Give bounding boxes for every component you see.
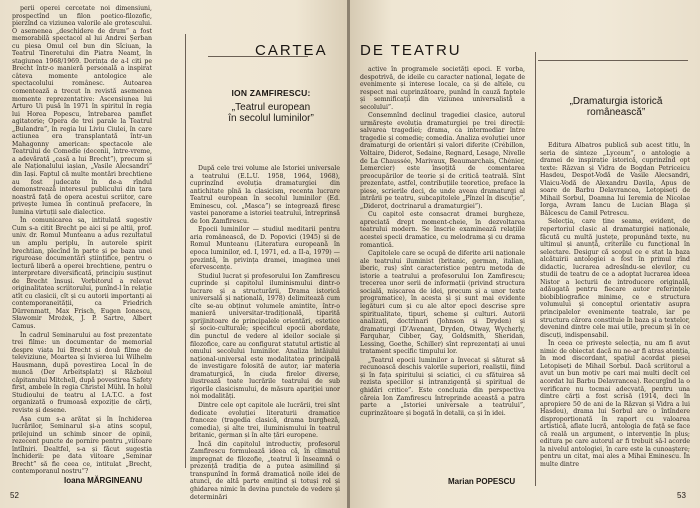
article-heading-box [546,92,686,118]
right-column-2 [540,142,690,489]
article-heading-box [206,88,336,124]
paragraph: Așa cum s-a arătat și în închiderea lucrărilor, Seminarul și-a atins scopul, prilejuind un schimb sincer de opinii, rezecent puncte de pornire pentru „viitoare întîlniri. Dealtfel, s-a și făcut sugestia închiderii: pe data viitoare „Seminar Brecht” să fie ceea ce, intitulat „Brecht, contemporanul nostru”? [12,415,152,476]
paragraph: Selecția, care ține seama, evident, de repertoriul clasic al dramaturgiei naționale, făcută cu multă justețe, propunând texte, nu ultimul și anunță, criteriile cu funcțional în selectare. Desigur că scopul ce e stat la baza alcătuirii antologiei a fost în primul rînd didactic, lucrarea adresîndu-se elevilor, cu studii de teatru de ce a adoptat lucrarea ideea Nistor a lecturii de introducere originală, adăugată pentru fiecare autor referințele biobibliografice minime, ce e structura volumului și conceptul orientativ asupra principalelor evenimente teatrale, iar pe structura cărora constituie în baza și a textelor, devenind dintre cele mai utile, precum și în ce discuți, indispensabil. [540,218,690,339]
page-number-left: 52 [10,491,19,500]
left-column-2 [190,165,340,501]
article-title-line-2: în secolul luminilor” [228,113,314,124]
article-title-line-1: „Dramaturgia istorică [569,96,663,107]
left-column-1 [12,5,152,476]
paragraph: active în programele societăți epoci. E vorba, despotrivă, de ideile cu caracter național, legate de evenimente și interese locale, ca și de altele, cu respect mai cuprinzătoare, punînd în cauză faptele și semnificații din viziunea universalistă a secolului”. [360,66,525,111]
paragraph: Epocii luminilor — studiul meditarii pentru aria românească, de D. Popovici (1945) și de Romul Munteanu (Literatura europeană în epoca luminilor, ed. I, 1971, ed. a II-a, 1979) — prezintă, în privința dramei, imaginea unei efervescențe. [190,226,340,272]
article-kicker: ION ZAMFIRESCU: [231,88,311,98]
paragraph: Încă din capitolul introductiv, profesorul Zamfirescu formulează ideea că, în climatul impregnat de filozofie, „teatrul îi înseamnă o prezență tradiția de a putea asimilind și transpunînd în formă dramatică noile idei de atunci, de altă parte emițind și totuși rol și ghidarea nimic în devina punctele de vedere și determinări [190,440,340,501]
column-rule [535,52,536,486]
section-heading-right: DE TEATRU [360,42,462,59]
paragraph: „Teatrul epocii luminilor a învecat și săturat să recunoască deschis valorile superiori, realiștii, fiind și în fața spiritului și sciatici, ci cu sfătuirea să rezista speciilor și intranzigență și spiritual de ghidări critice”. Este concluzia din perspectiva căreia Ion Zamfirescu întreprinde această a patra parte a „Istoriei universale a teatrului”, cuprinzătoare și bogată în detalii, ca și în idei. [360,356,525,417]
paragraph: În cadrul Seminarului au fost prezentate trei filme: un documentar de memorial despre viața lui Brecht și două filme de televiziune, Moartea și învierea lui Wilhelm Hausmann, după povestirea Local în de muncă (Der Arbeitsplatz) și Războiul căpitanului Mitchell, după povestirea Safety first, ambele în regia Christel Mühl. În holul Studioului de teatru al I.A.T.C. a fost organizată o frumoasă expoziție de cărți, reviste și desene. [12,331,152,414]
left-page [0,0,348,508]
column-rule [185,34,186,468]
right-page [350,0,700,508]
article-title-line-1: „Teatrul european [231,102,311,113]
right-column-1 [360,66,525,471]
right-signature: Marian POPESCU [448,477,516,486]
paragraph: În ceea ce privește selecția, nu am fi avut nimic de obiectat dacă nu ne-ar fi atras atenția, în mod discordant, spațiul acordat piesei Letopiseți de Mihail Sorbul. Dacă scriitorul a avut un bun motiv pe cari mai multi decît cel acordat lui Barbu Delavrancea). Recurgînd la o verificare nu tocmai adecvată, pentru una dintre cărți a fost scrisă (1914, deci în apropiere 50 de ani de la Răzvan și Vidra a lui Hasdeu), drama lui Sorbul are o întîndere disproporționată în raport cu valoarea artistică, aflate lucră, antologia de față se face că reală un argument, o intervenție în plus; editura pe care autorul ar fi trebuit să-l acorde la nivelul antologiei, în care este la cunoaștere; pentru un citat, mai ales a Mihai Eminescu. În multe dintre [540,340,690,468]
left-signature: Ioana MĂRGINEANU [64,476,143,485]
paragraph: După cele trei volume ale Istoriei universale a teatrului (E.L.U. 1958, 1964, 1968), cuprinzînd evoluția dramaturgiei din antichitate pînă la clasicism, recenta lucrare Teatrul european în secolul luminilor (Ed. Eminescu, col. „Masca”) se integrează firesc vastei panorame a istoriei teatrului, întreprinsă de Ion Zamfirescu. [190,165,340,225]
article-title-line-2: românească” [586,107,646,118]
paragraph: Editura Albatros publică sub acest titlu, în seria de sinteze „Lyceum”, o antologie a dramei de inspirație istorică, cuprinzînd opt texte: Răzvan și Vidra de Bogdan Petriceicu Hasdeu, Despot-Vodă de Vasile Alecsandri, Vlaicu-Vodă de Alexandru Davila, Apus de soare de Barbu Delavrancea, Letopiseți de Mihail Sorbul, Doamna lui Ieremia de Nicolae Iorga, Avram Iancu de Lucian Blaga și Bălcescu de Camil Petrescu. [540,142,690,217]
paragraph: Consemnînd declinul tragediei clasice, autorul urmărește evoluția dramaturgiei pe trei direcții: salvarea tragediei; drama, ca intermediar între tragedie și comedie; comedia. Analiza evoluției unor dramaturgi de orientări și valori diferite (Crébillon, Voltaire, Diderot, Sedaine, Regnard, Lesage, Nivelle de La Chaussée, Marivaux, Beaumarchais, Chénier, Lemercier) este însoțită de comentarea preocupărilor de teorie și de critică teatrală. Sînt prezentate, astfel, contribuțiile teoretice, preface la piese, scrierile deci, de unde aveau dramaturgi al intrării pe teatru, subcapitolele „Pînzel în discuție”, „Diderot, doctrinarul a dramaturgiei”). [360,112,525,210]
paragraph: Studiul lucrat și profesorului Ion Zamfirescu cuprinde și capitolul iluminismului dintr-o lucrare și a structurării, Drama istorică universală și națională, 1978) delimitează cum cîte se-au obținut volumele amintite, într-o manieră universitar-tradițională, tiparită sprijinitoare de principalele orientări, estetice și socio-culturale; specificul epocii abordate, din punctul de vedere al ideilor sociale și filozofice, care au configurat statutul artistic al omului secolului luminilor. Analiza întăiului național-universal este modalitatea principală de investigare folosită de autor, iar materia dramaturgică, în ciuda firelor diverse, ilustrează toate lucrările teatrului de sub rigorile clasicismului, de măsura apariției unor noi modalități. [190,272,340,401]
section-heading-left: CARTEA [255,42,328,59]
box-rule-top [538,60,688,61]
paragraph: perii operei cercetate noi dimensiuni, prospectînd un filon poetico-filozofic, pierzînd ca viziunea valorile ale grotescului. O asemenea „deschidere de drum” a fost memorabilă spectacol al lui Andrei Șerban cu piesa Omul cel bun din Sîciuan, la Teatrul Tineretului din Piatra Neamț, în stagiunea 1968/1969. Dorința de a-l citi pe Brecht într-o manieră personală a inspirat câteva momente antologice ale spectacolului românesc. Autoarea comentează a trecut în revistă asemenea momente reprezentative: Ascensiunea lui Arturo Ui pusă în 1971 în spiritul în regia lui Horea Popescu, întrebarea pamflet agitatorie; Opera de trei parale la Teatrul „Bulandra”, în regia lui Liviu Ciulei, în care actiunea era transplantată într-un Mahagonny american: spectacole ale Teatrului de Comedie (decenii, între-vreme, a adevărată „casă a lui Brecht”), precum și ale Naționalului iașian, „Vasile Alecsandri” din Iași. Faptul că multe montări brechtiene au fost judecate în de-a rîndul demonstrează interesul publicului din țara noastră față de opera acestui scriitor, care privește lumea în continuă prefacere, în lumina virtuții sale dialectice. [12,5,152,216]
paragraph: Dintre cele opt capitole ale lucrării, trei sînt dedicate evoluției literaturii dramatice franceze (tragedia clasică, drama burgheză, comedia), și alte trei, iluminismului în teatrul britanic, german și în alte țări europene. [190,401,340,440]
page-number-right: 53 [677,491,686,500]
paragraph: Capitolele care se ocupă de diferite arii naționale ale teatrului iluminist (britanic, german, italian, iberic, rus) sînt caracteristice pentru metoda de istorie a teatrului a profesorului Ion Zamfirescu; trecerea unor serii de informații (privind structura socială, mișcarea de idei, precum și a unor texte programatice), în acesta și și sunt mai evidente legături cum și cu ale altor epoci descrise spre spiritualitate, tipuri, scheme și culturi. Autorii analizați, doctrinari (Johnson și Dryden) și dramaturgi (D’Avenant, Dryden, Otway, Wycherly, Farquhar, Cibber, Gay, Goldsmith, Sheridan, Lessing, Goethe, Schiller) sînt reprezentați ai unui tratament specific timpului lor. [360,250,525,356]
paragraph: În comunicarea sa, intitulată sugestiv Cum s-a citit Brecht pe aici și pe altii, prof. univ. dr. Romul Munteanu a adus rezultatul un amplu periplu, în autorele spirit brechtian, plecînd în parte și pe baza unei riguroase documentări științifice, pentru o lectură liberă a operei brechtiene, pentru o interpretare diversificată, principiu susținut de Brecht însuși. Vorbitorul a relevat originalitatea scriitorului, punînd-l în relație atît cu clasicii, cît și cu autorii importanți ai contemporaneității, ca Friedrich Dürrenmatt, Max Frisch, Eugen Ionescu, Sławomir Mrożek, J. P. Sartre, Albert Camus. [12,217,152,330]
paragraph: Cu capitol este consacrat dramei burgheze, apreciată drept moment-cheie, în dezvoltarea teatrului modern. Se înscrie examinează relațiile acestei specii dramatice, cu melodrama și cu drama romantică. [360,211,525,249]
